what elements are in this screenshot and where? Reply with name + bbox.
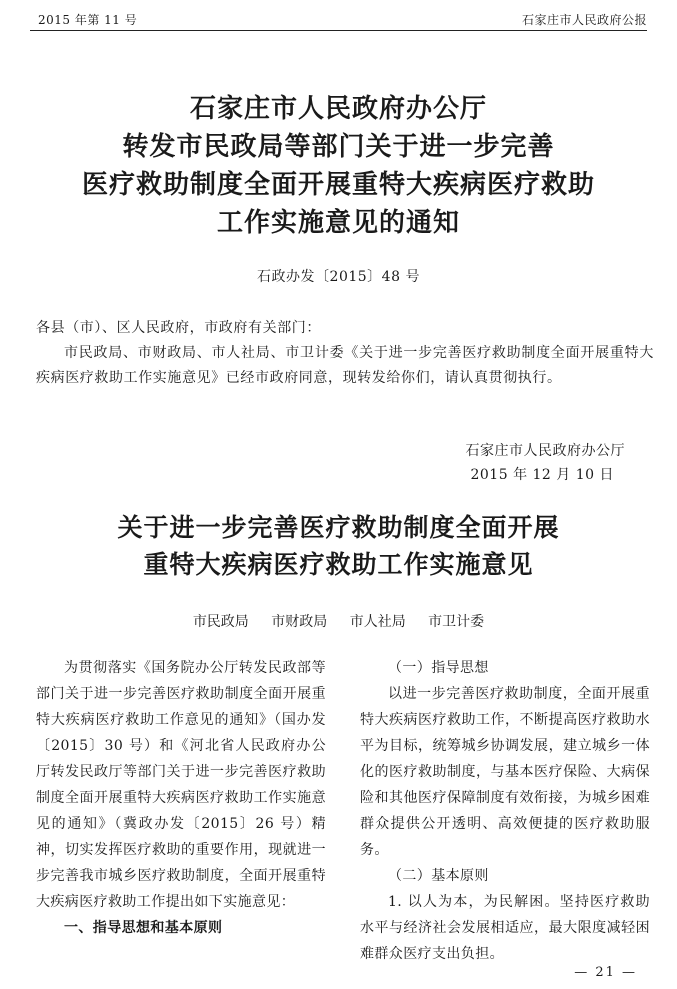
addressee: 各县（市）、区人民政府，市政府有关部门：: [36, 320, 321, 336]
author: 市人社局: [349, 614, 406, 630]
notice-title-line: 转发市民政局等部门关于进一步完善: [122, 132, 555, 162]
opinion-title-line: 重特大疾病医疗救助工作实施意见: [143, 550, 534, 579]
notice-title-line: 医疗救助制度全面开展重特大疾病医疗救助: [81, 170, 595, 200]
author: 市卫计委: [428, 614, 485, 630]
signature-date: 2015 年 12 月 10 日: [470, 467, 614, 483]
subsection-paragraph: 以进一步完善医疗救助制度，全面开展重特大疾病医疗救助工作，不断提高医疗救助水平为目标，统筹城乡协调发展，建立城乡一体化的医疗救助制度，与基本医疗保险、大病保险和其他医疗保障制度有效衔接，为城乡困难群众提供公开透明、高效便捷的医疗救助服务。: [360, 686, 650, 858]
intro-paragraph: 为贯彻落实《国务院办公厅转发民政部等部门关于进一步完善医疗救助制度全面开展重特大疾病医疗救助工作意见的通知》（国办发〔2015〕30 号）和《河北省人民政府办公厅转发民政厅等部门关于进一步完善医疗救助制度全面开展重特大疾病医疗救助工作实施意见的通知》（冀政办发〔2015〕26 号）精神，切实发挥医疗救助的重要作用，现就进一步完善我市城乡医疗救助制度，全面开展重特大疾病医疗救助工作提出如下实施意见：: [36, 660, 326, 910]
subsection-title: （一）指导思想: [388, 660, 489, 676]
subsection-title: （二）基本原则: [388, 868, 489, 884]
author: 市财政局: [271, 614, 328, 630]
left-column: [36, 655, 326, 941]
right-column: [360, 655, 650, 967]
header-rule: [30, 30, 647, 31]
header-issue: 2015 年第 11 号: [38, 13, 138, 27]
page-number: — 21 —: [574, 965, 637, 980]
subsection-paragraph: 1. 以人为本，为民解困。坚持医疗救助水平与经济社会发展相适应，最大限度减轻困难群众医疗支出负担。: [360, 894, 650, 962]
author: 市民政局: [192, 614, 249, 630]
document-number: 石政办发〔2015〕48 号: [257, 269, 420, 285]
opinion-title: [0, 509, 677, 583]
authors: [0, 611, 677, 631]
signature-org: 石家庄市人民政府办公厅: [465, 443, 625, 459]
notice-paragraph: 市民政局、市财政局、市人社局、市卫计委《关于进一步完善医疗救助制度全面开展重特大疾病医疗救助工作实施意见》已经市政府同意，现转发给你们，请认真贯彻执行。: [36, 345, 654, 386]
section-heading: 一、指导思想和基本原则: [64, 920, 223, 936]
notice-body: [36, 341, 654, 391]
header-publication: 石家庄市人民政府公报: [521, 13, 647, 27]
notice-title-line: 石家庄市人民政府办公厅: [189, 94, 487, 124]
notice-title: [0, 90, 677, 242]
opinion-title-line: 关于进一步完善医疗救助制度全面开展: [117, 513, 560, 542]
notice-title-line: 工作实施意见的通知: [216, 208, 460, 238]
